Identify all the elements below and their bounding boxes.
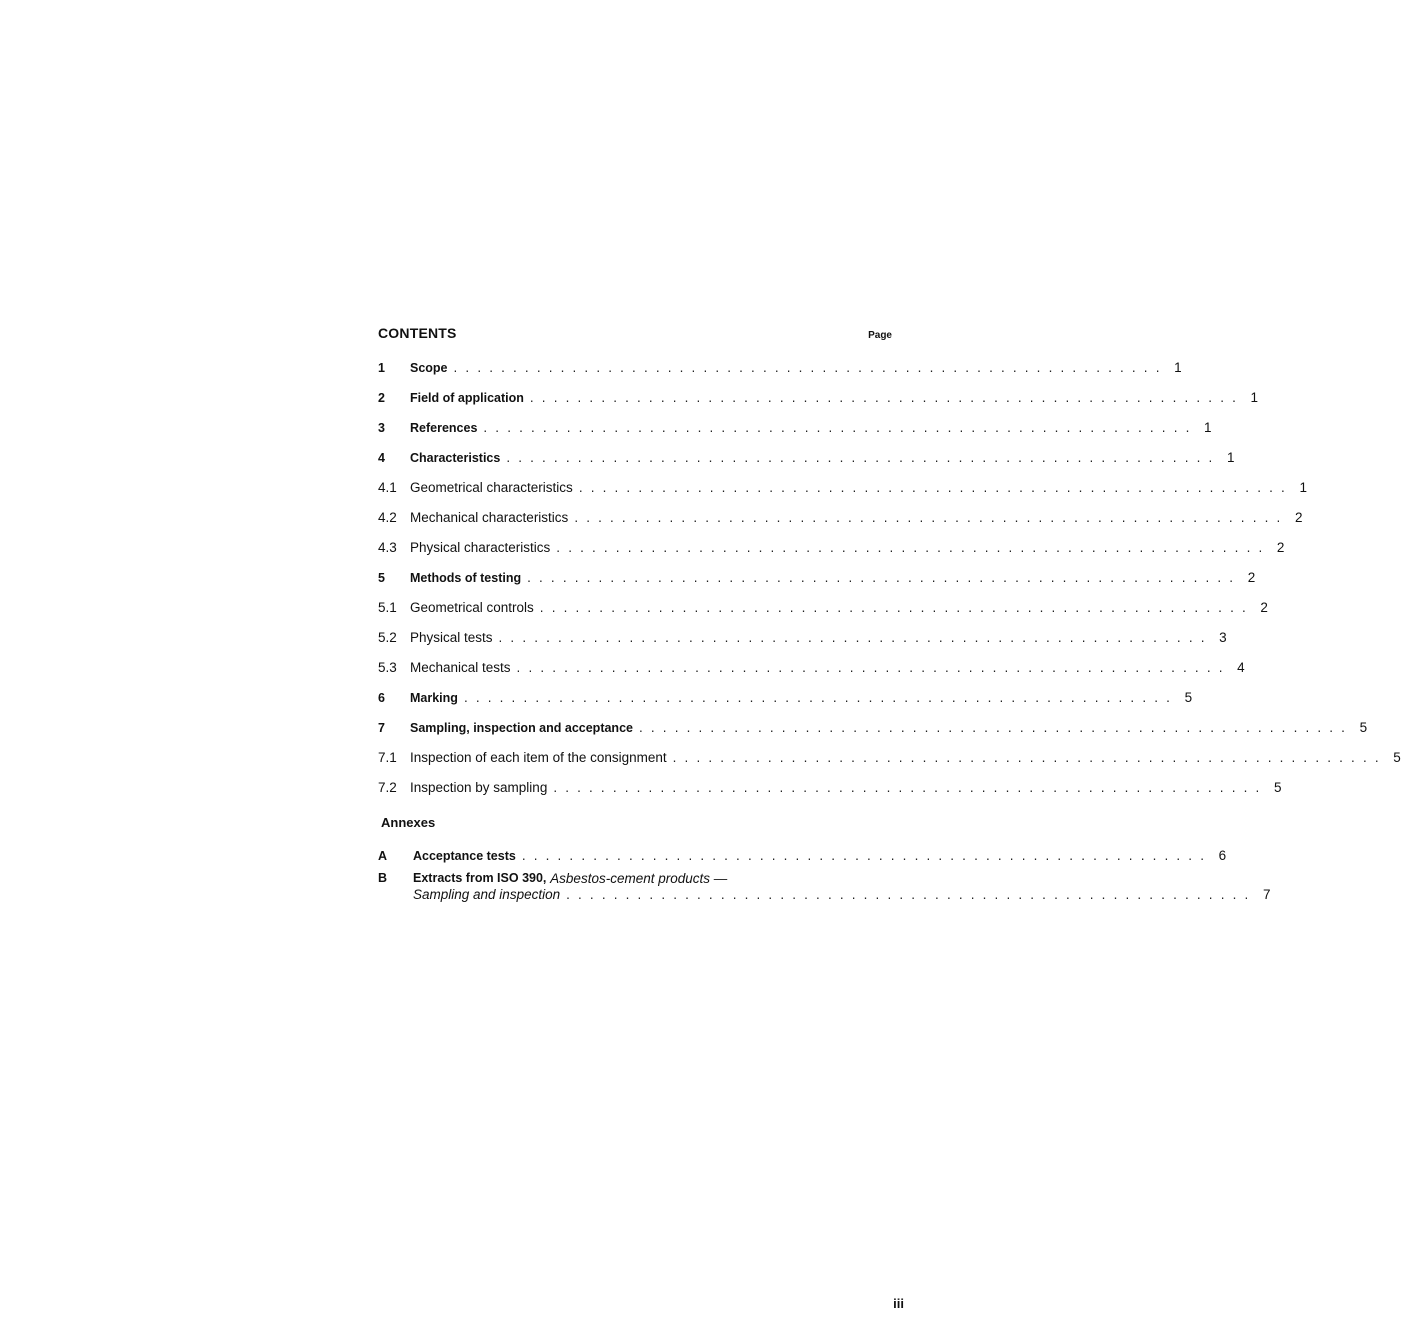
entry-number: 5.1 xyxy=(378,599,397,615)
dot-leader: . . . . . . . . . . . . . . . . . . . . . . . . . . . . . . . . . . . . . . . . . . . . . . . . . . . . . . . . . . xyxy=(566,887,1251,903)
entry-page: 6 xyxy=(1218,847,1227,863)
page-number: iii xyxy=(893,1296,904,1311)
toc-entry[interactable] xyxy=(378,683,1193,713)
toc-entry[interactable] xyxy=(378,653,1245,683)
entry-page: 1 xyxy=(1299,479,1307,495)
entry-title: Field of application xyxy=(410,390,524,405)
entry-page: 1 xyxy=(1250,389,1259,405)
entry-number: 5 xyxy=(378,570,385,585)
entry-number: 4.1 xyxy=(378,479,397,495)
toc-title: CONTENTS xyxy=(378,325,457,341)
entry-number: 5.3 xyxy=(378,659,397,675)
entry-title: References xyxy=(410,420,478,435)
toc-entries xyxy=(378,353,1401,803)
page-column-label: Page xyxy=(868,330,892,341)
entry-number: 3 xyxy=(378,420,385,435)
annex-letter: A xyxy=(378,848,388,863)
toc-entry[interactable] xyxy=(378,503,1303,533)
dot-leader: . . . . . . . . . . . . . . . . . . . . . . . . . . . . . . . . . . . . . . . . . . . . . . . . . . . . . . . . . . . . xyxy=(578,479,1287,495)
entry-title: Acceptance tests xyxy=(413,848,516,863)
entry-number: 5.2 xyxy=(378,629,397,645)
toc-entry[interactable] xyxy=(378,773,1282,803)
entry-page: 2 xyxy=(1247,569,1256,585)
toc-entry[interactable] xyxy=(378,353,1182,383)
annex-letter: B xyxy=(378,870,388,885)
dot-leader: . . . . . . . . . . . . . . . . . . . . . . . . . . . . . . . . . . . . . . . . . . . . . . . . . . . . . . . . . . . . xyxy=(506,449,1215,465)
toc-entry[interactable] xyxy=(378,533,1285,563)
dot-leader: . . . . . . . . . . . . . . . . . . . . . . . . . . . . . . . . . . . . . . . . . . . . . . . . . . . . . . . . . . . . xyxy=(638,719,1348,735)
dot-leader: . . . . . . . . . . . . . . . . . . . . . . . . . . . . . . . . . . . . . . . . . . . . . . . . . . . . . . . . . . . . xyxy=(498,629,1207,645)
entry-number: 6 xyxy=(378,690,385,705)
entry-page: 1 xyxy=(1204,419,1212,435)
entry-title: Inspection by sampling xyxy=(410,779,548,795)
dot-leader: . . . . . . . . . . . . . . . . . . . . . . . . . . . . . . . . . . . . . . . . . . . . . . . . . . . . . . . . . . . . xyxy=(453,359,1162,375)
dot-leader: . . . . . . . . . . . . . . . . . . . . . . . . . . . . . . . . . . . . . . . . . . . . . . . . . . . . . . . . . . . . xyxy=(556,539,1265,555)
toc-header xyxy=(378,325,898,343)
entry-title: Characteristics xyxy=(410,450,501,465)
toc-entry[interactable] xyxy=(378,563,1256,593)
entry-page: 3 xyxy=(1219,629,1227,645)
dot-leader: . . . . . . . . . . . . . . . . . . . . . . . . . . . . . . . . . . . . . . . . . . . . . . . . . . . . . . . . . . . . xyxy=(527,569,1236,585)
entry-number: 1 xyxy=(378,360,385,375)
entry-title: Physical tests xyxy=(410,629,493,645)
dot-leader: . . . . . . . . . . . . . . . . . . . . . . . . . . . . . . . . . . . . . . . . . . . . . . . . . . . . . . . . . . . . xyxy=(483,419,1192,435)
dot-leader: . . . . . . . . . . . . . . . . . . . . . . . . . . . . . . . . . . . . . . . . . . . . . . . . . . . . . . . . . . . . xyxy=(516,659,1225,675)
entry-title: Geometrical characteristics xyxy=(410,479,573,495)
toc-entry[interactable] xyxy=(378,443,1235,473)
entry-page: 1 xyxy=(1174,359,1182,375)
entry-number: 7.2 xyxy=(378,779,397,795)
toc-entry[interactable] xyxy=(378,593,1268,623)
annexes-heading: Annexes xyxy=(381,814,436,830)
entry-number: 4.2 xyxy=(378,509,397,525)
entry-page: 4 xyxy=(1237,659,1245,675)
entry-title: Methods of testing xyxy=(410,570,522,585)
dot-leader: . . . . . . . . . . . . . . . . . . . . . . . . . . . . . . . . . . . . . . . . . . . . . . . . . . . . . . . . . . . . xyxy=(574,509,1283,525)
toc-entry[interactable] xyxy=(378,743,1401,773)
entry-number: 4.3 xyxy=(378,539,397,555)
entry-page: 5 xyxy=(1273,779,1282,795)
toc-entry[interactable] xyxy=(378,473,1307,503)
dot-leader: . . . . . . . . . . . . . . . . . . . . . . . . . . . . . . . . . . . . . . . . . . . . . . . . . . . . . . . . . . . . xyxy=(529,389,1239,405)
toc-entry[interactable] xyxy=(378,413,1212,443)
entry-page: 5 xyxy=(1184,689,1193,705)
entry-page: 2 xyxy=(1260,599,1268,615)
entry-title-bold: Extracts from ISO 390, xyxy=(413,870,547,885)
entry-page: 2 xyxy=(1276,539,1285,555)
toc-entry-annex-b[interactable] xyxy=(378,870,1271,917)
entry-number: 2 xyxy=(378,390,385,405)
entry-number: 7 xyxy=(378,720,385,735)
entry-page: 2 xyxy=(1294,509,1303,525)
dot-leader: . . . . . . . . . . . . . . . . . . . . . . . . . . . . . . . . . . . . . . . . . . . . . . . . . . . . . . . . . . . . xyxy=(553,779,1262,795)
dot-leader: . . . . . . . . . . . . . . . . . . . . . . . . . . . . . . . . . . . . . . . . . . . . . . . . . . . . . . . . . . . . xyxy=(463,689,1173,705)
entry-title: Sampling, inspection and acceptance xyxy=(410,720,633,735)
table-of-contents xyxy=(378,325,1401,917)
dot-leader: . . . . . . . . . . . . . . . . . . . . . . . . . . . . . . . . . . . . . . . . . . . . . . . . . . . . . . . . . . xyxy=(521,847,1207,863)
toc-entry[interactable] xyxy=(378,623,1227,653)
toc-entry[interactable] xyxy=(378,713,1368,743)
entry-page: 5 xyxy=(1359,719,1368,735)
entry-page: 5 xyxy=(1393,749,1401,765)
dot-leader: . . . . . . . . . . . . . . . . . . . . . . . . . . . . . . . . . . . . . . . . . . . . . . . . . . . . . . . . . . . . xyxy=(539,599,1248,615)
entry-title: Marking xyxy=(410,690,458,705)
dot-leader: . . . . . . . . . . . . . . . . . . . . . . . . . . . . . . . . . . . . . . . . . . . . . . . . . . . . . . . . . . . . xyxy=(672,749,1381,765)
entry-number: 4 xyxy=(378,450,385,465)
entry-title: Mechanical tests xyxy=(410,659,511,675)
entry-page: 1 xyxy=(1226,449,1235,465)
entry-number: 7.1 xyxy=(378,749,397,765)
entry-title: Geometrical controls xyxy=(410,599,534,615)
toc-entry-annex-a[interactable] xyxy=(378,841,1227,871)
entry-title: Scope xyxy=(410,360,448,375)
entry-title-italic-cont: Sampling and inspection xyxy=(413,887,561,903)
entry-title: Physical characteristics xyxy=(410,539,551,555)
entry-title: Inspection of each item of the consignment xyxy=(410,749,667,765)
entry-title: Mechanical characteristics xyxy=(410,509,569,525)
entry-page: 7 xyxy=(1262,887,1271,903)
entry-title-italic: Asbestos-cement products — xyxy=(550,870,728,886)
toc-entry[interactable] xyxy=(378,383,1259,413)
